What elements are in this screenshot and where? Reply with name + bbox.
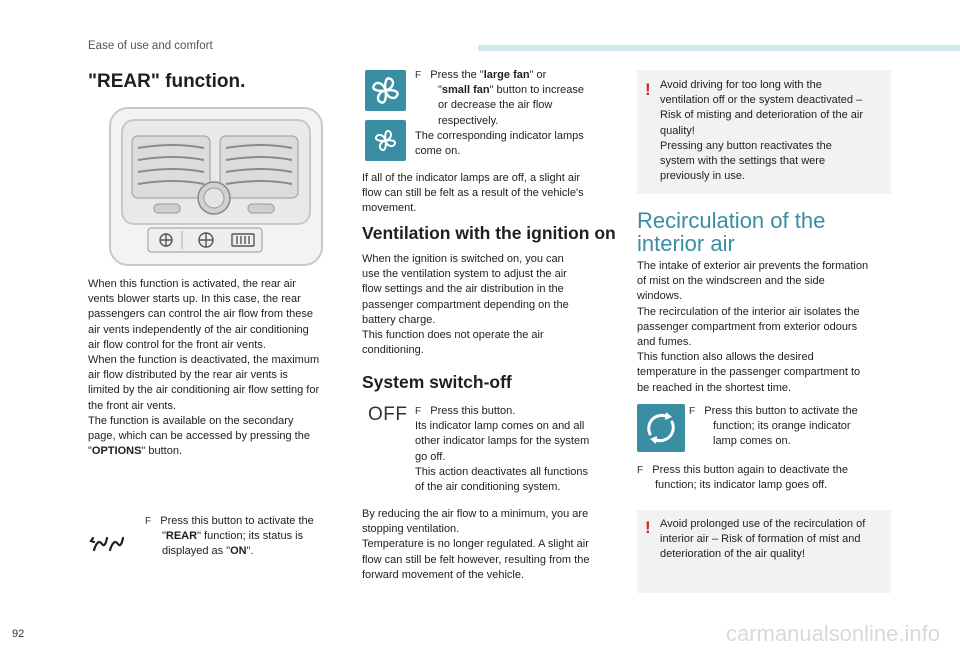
para-line: When this function is activated, the rear air xyxy=(88,278,296,290)
recirculation-step: F Press this button to activate the function; its orange indicator lamp comes on. xyxy=(689,405,858,448)
large-fan-button[interactable] xyxy=(365,70,406,111)
para-line: limited by the air conditioning air flow setting for xyxy=(88,384,320,397)
warning-box-recirculation: ! Avoid prolonged use of the recirculation of interior air – Risk of formation of mist and deterioration of the air quality! xyxy=(637,510,891,593)
page-number: 92 xyxy=(12,628,25,640)
bullet-f: F xyxy=(689,406,696,417)
small-fan-button[interactable] xyxy=(365,120,406,161)
bullet-f: F xyxy=(145,516,152,527)
rear-function-heading: "REAR" function. xyxy=(88,71,246,92)
indicator-lamps-note: If all of the indicator lamps are off, a slight air flow can still be felt as a result of the vehicle's movement. xyxy=(362,172,584,215)
para-line-last: "OPTIONS" button. xyxy=(88,445,183,458)
deactivate-step: F Press this button again to deactivate the function; its indicator lamp goes off. xyxy=(637,464,848,492)
ventilation-description: When the ignition is switched on, you can use the ventilation system to adjust the air flow settings and the air distribution in the passenger compartment depending on the battery charge. This function does not operate the air conditioning. xyxy=(362,253,569,357)
reduce-airflow-note: By reducing the air flow to a minimum, you are stopping ventilation. Temperature is no longer regulated. A slight air flow can still be felt however, resulting from the forward movement of the vehicle. xyxy=(362,508,590,581)
para-line: passengers can control the air flow from these xyxy=(88,308,314,321)
watermark: carmanualsonline.info xyxy=(725,621,940,646)
rear-icon xyxy=(88,530,132,556)
header-bar xyxy=(478,45,960,51)
system-switch-off-heading: System switch-off xyxy=(362,372,512,392)
bullet-f: F xyxy=(415,406,422,417)
ventilation-heading: Ventilation with the ignition on xyxy=(362,223,616,243)
recirculation-heading: Recirculation of the interior air xyxy=(637,208,826,256)
rear-step: F Press this button to activate the "REAR" function; its status is displayed as "ON". xyxy=(145,515,314,558)
recirculation-description: The intake of exterior air prevents the formation of mist on the windscreen and the side windows. The recirculation of the interior air isolates the passenger compartment from exterior odours and fumes. This function also allows the desired temperature in the passenger compartment to be reached in the shortest time. xyxy=(637,260,869,394)
rear-control-panel-illustration xyxy=(108,106,324,267)
bullet-f: F xyxy=(637,465,644,476)
para-line: page, which can be accessed by pressing the xyxy=(88,430,310,443)
para-line: air flow control for the front air vents. xyxy=(88,338,266,351)
warning-box-ventilation: ! Avoid driving for too long with the ventilation off or the system deactivated – Risk of misting and deterioration of the air quality! Pressing any button reactivates the system with the settings that were previously in use. xyxy=(637,70,891,194)
bullet-f: F xyxy=(415,70,422,81)
para-line: the front air vents. xyxy=(88,399,177,412)
para-line: air vents independently of the air conditioning xyxy=(88,323,309,336)
warning-icon: ! xyxy=(645,518,651,537)
recirculation-button[interactable] xyxy=(637,404,685,452)
para-line: When the function is deactivated, the maximum xyxy=(88,354,320,367)
running-header: Ease of use and comfort xyxy=(88,40,213,52)
fan-step: F Press the "large fan" or "small fan" button to increase or decrease the air flow respectively. The corresponding indicator lamps come on. xyxy=(415,69,585,158)
para-line: The function is available on the secondary xyxy=(88,414,294,427)
para-line: air flow distributed by the rear air vents is xyxy=(88,369,288,382)
off-step: F Press this button. Its indicator lamp comes on and all other indicator lamps for the system go off. This action deactivates all functions of the air conditioning system. xyxy=(415,405,590,494)
rear-function-description xyxy=(88,277,348,459)
off-button[interactable]: OFF xyxy=(368,404,408,425)
para-line: vents blower starts up. In this case, the rear xyxy=(88,293,301,306)
warning-icon: ! xyxy=(645,80,651,99)
